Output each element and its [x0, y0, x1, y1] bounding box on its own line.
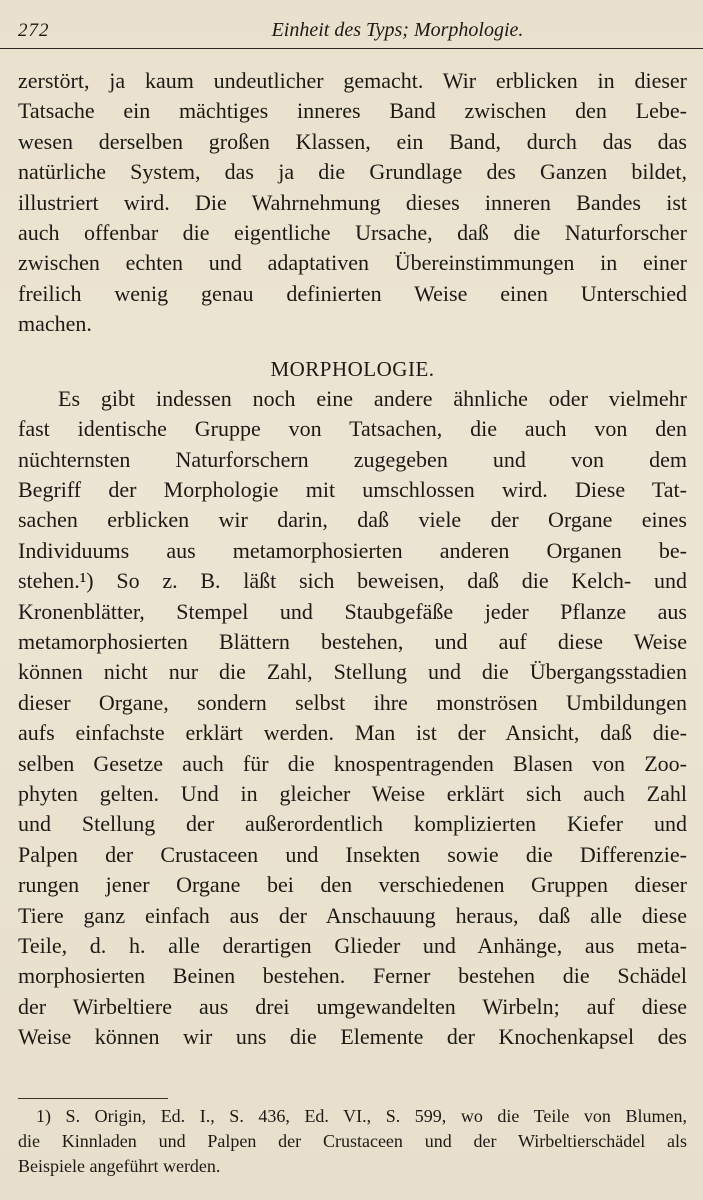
text-line: morphosierten Beinen bestehen. Ferner bestehen die Schädel — [18, 963, 687, 989]
text-line: Individuums aus metamorphosierten anderen Organen be- — [18, 537, 687, 563]
text-line: zerstört, ja kaum undeutlicher gemacht. Wir erblicken in dieser — [18, 68, 687, 93]
text-line: der Wirbeltiere aus drei umgewandelten Wirbeln; auf diese — [18, 993, 687, 1019]
text-line: Tiere ganz einfach aus der Anschauung heraus, daß alle diese — [18, 902, 687, 928]
text-line: und Stellung der außerordentlich komplizierten Kiefer und — [18, 811, 687, 837]
text-line: Teile, d. h. alle derartigen Glieder und Anhänge, aus meta- — [18, 932, 687, 958]
text-line: zwischen echten und adaptativen Übereinstimmungen in einer — [18, 250, 687, 276]
text-line: rungen jener Organe bei den verschiedenen Gruppen dieser — [18, 872, 687, 898]
text-line: machen. — [18, 311, 92, 337]
text-line: auch offenbar die eigentliche Ursache, daß die Naturforscher — [18, 219, 687, 245]
text-line: Begriff der Morphologie mit umschlossen wird. Diese Tat- — [18, 477, 687, 503]
footnote — [18, 1104, 687, 1179]
footnote-line: die Kinnladen und Palpen der Crustaceen und der Wirbeltierschädel als — [18, 1131, 687, 1151]
text-line: nüchternsten Naturforschern zugegeben und von dem — [18, 446, 687, 472]
header-rule — [0, 48, 703, 49]
text-line: Es gibt indessen noch eine andere ähnliche oder vielmehr — [58, 385, 687, 411]
text-line: wesen derselben großen Klassen, ein Band, durch das das — [18, 128, 687, 154]
text-line: metamorphosierten Blättern bestehen, und auf diese Weise — [18, 629, 687, 655]
text-line: Palpen der Crustaceen und Insekten sowie die Differenzie- — [18, 841, 687, 867]
footnote-line: 1) S. Origin, Ed. I., S. 436, Ed. VI., S. 599, wo die Teile von Blumen, — [36, 1106, 687, 1126]
main-text — [18, 66, 687, 1053]
text-line: stehen.¹) So z. B. läßt sich beweisen, daß die Kelch- und — [18, 568, 687, 594]
text-line: dieser Organe, sondern selbst ihre monströsen Umbildungen — [18, 689, 687, 715]
paragraph-1 — [18, 66, 687, 340]
footnote-divider — [18, 1098, 168, 1099]
section-heading: MORPHOLOGIE. — [270, 356, 435, 381]
text-line: illustriert wird. Die Wahrnehmung dieses inneren Bandes ist — [18, 189, 687, 215]
text-line: sachen erblicken wir darin, daß viele der Organe eines — [18, 507, 687, 533]
text-line: fast identische Gruppe von Tatsachen, die auch von den — [18, 416, 687, 442]
text-line: aufs einfachste erklärt werden. Man ist der Ansicht, daß die- — [18, 720, 687, 746]
page-header — [18, 0, 687, 44]
text-line: freilich wenig genau definierten Weise einen Unterschied — [18, 280, 687, 306]
text-line: selben Gesetze auch für die knospentragenden Blasen von Zoo- — [18, 750, 687, 776]
page-number: 272 — [18, 20, 50, 41]
text-line: Kronenblätter, Stempel und Staubgefäße jeder Pflanze aus — [18, 598, 687, 624]
text-line: können nicht nur die Zahl, Stellung und die Übergangsstadien — [18, 659, 687, 685]
text-line: Weise können wir uns die Elemente der Knochenkapsel des — [18, 1024, 687, 1050]
text-line: natürliche System, das ja die Grundlage des Ganzen bildet, — [18, 159, 687, 185]
text-line: Tatsache ein mächtiges inneres Band zwischen den Lebe- — [18, 98, 687, 124]
text-line: phyten gelten. Und in gleicher Weise erklärt sich auch Zahl — [18, 780, 687, 806]
footnote-line: Beispiele angeführt werden. — [18, 1156, 221, 1176]
paragraph-2 — [18, 384, 687, 1053]
running-head: Einheit des Typs; Morphologie. — [271, 19, 524, 41]
